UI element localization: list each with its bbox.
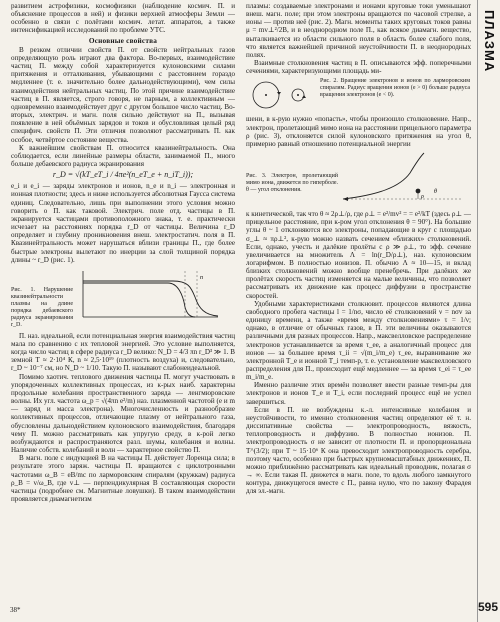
figure-3 [246, 151, 471, 207]
paragraph: П. наз. идеальной, если потенциальная энергия взаимодействия частиц мала по сравнению с их тепловой энергией. Это условие выполняется, когда число частиц в сфере радиуса r_D велико: N_D = 4/3 πn r_D³ ≫ 1. В земной Т ≈ 2·10⁴ К, n ≈ 2,5·10¹⁹ (плотность воздуха) и, следовательно, r_D ~ 10⁻⁷ см, но N_D ~ 1/10. Такую П. называют слабонеидеальной. [11, 331, 235, 373]
paragraph: Взаимные столкновения частиц в П. описываются эфф. поперечными сечениями, характеризующими площадь ми- [246, 59, 471, 76]
paragraph: Помимо хаотич. теплового движения частицы П. могут участвовать в упорядоченных коллективных процессах, из к-рых наиб. характерны продольные колебания пространственного заряда — ленгмюровские волны. Их угл. частота ω_p = √(4πn e²/m) наз. плазменной частотой (e и m — заряд и масса электрона). Многочисленность и разнообразие коллективных процессов, отличающие плазму от нейтрального газа, обусловлены дальнодействием кулоновского взаимодействия, благодаря чему П. можно рассматривать как упругую среду, в к-рой легко возбуждаются и распространяются разл. шумы, колебания и волны. Наличие собств. колебаний и волн — характерное свойство П. [11, 372, 235, 455]
footer-mark: 38* [10, 606, 21, 614]
svg-text:θ: θ [434, 189, 437, 196]
left-column [11, 2, 235, 503]
paragraph: К важнейшим свойствам П. относится квазинейтральность. Она соблюдается, если линейные размеры области, занимаемой П., много больше дебаевского радиуса экранирования [11, 143, 235, 168]
right-column [246, 2, 471, 496]
paragraph: В магн. поле с индукцией B на частицы П. действует Лоренца сила; в результате этого заряж. частицы П. вращаются с циклотронными частотами ω_B = eB/mc по ларморовским спиралям (кружкам) радиуса ρ_B = v/ω_B, где v⊥ — перпендикулярная B составляющая скорости частицы (подробнее см. Магнитные ловушки). В таком взаимодействии проявляется диамагнетизм [11, 454, 235, 503]
figure-3-caption: Рис. 3. Электрон, пролетающий мимо иона, движется по гиперболе. θ — угол отклонения. [246, 173, 338, 194]
paragraph: к кинетической, так что θ ≈ 2ρ⊥/ρ, где ρ⊥ = e²/mv² = = e²/kT (здесь ρ⊥ — прицельное расстояние, при к-ром угол отклонения θ = 90°). На большие углы θ ~ 1 отклоняются все электроны, попадающие в круг с площадью σ_⊥ ≈ πρ⊥², к-рую можно назвать сечением «близких» столкновений. Если, однако, учесть и далёкие пролёты с ρ ≫ ρ⊥, то эфф. сечение увеличивается на множитель Λ = ln(r_D/ρ⊥), наз. кулоновским логарифмом. В полностью ионизов. П. обычно Λ ≈ 10—15, и вклад близких столкновений можно вообще пренебречь. При далёких же пролётах скорость частиц изменяется на малые величины, что позволяет рассматривать их движение как процесс диффузии в пространстве скоростей. [246, 210, 471, 300]
figure-2-caption: Рис. 2. Вращение электронов и ионов по ларморовским спиралям. Радиус вращения ионов (e > 0) больше радиуса вращения электронов (e < 0). [320, 78, 470, 99]
debye-formula: r_D = √(kT_eT_i / 4πe²(n_eT_e + n_iT_i)); [52, 170, 194, 180]
page-number: 595 [477, 600, 498, 614]
figure-1-plot [73, 267, 223, 325]
paragraph: e_i и e_i — заряды электронов и ионов, n_e и n_i — электронная и ионная плотности; здесь и ниже используется абсолютная Гаусса система единиц. Следовательно, лишь при выполнении этого условия можно говорить о П. как таковой. Электрич. поле отд. частицы в П. экранируется частицами противоположного знака, т. е. практически исчезает на расстояниях порядка r_D от частицы. Величина r_D определяет и глубину проникновения внеш. электростатич. поля в П. Квазинейтральность может нарушаться вблизи границы П., где более быстрые электроны вылетают по инерции за слой толщиной порядка длины ~ r_D (рис. 1). [11, 182, 235, 264]
figure-2 [246, 78, 471, 112]
paragraph: Удобными характеристиками столкновит. процессов являются длина свободного пробега частицы l = 1/nσ, число её столкновений ν = nσv за единицу времени, а также «время между столкновениями» τ = 1/ν; однако, в отличие от обычных газов, в П. эти величины оказываются различными для разных процессов. Напр., максвелловское распределение электронов устанавливается за время τ_ee, а аналогичный процесс для ионов — за большее время τ_ii = √(m_i/m_e) τ_ee, выравнивание же электронной T_e и ионной T_i темп-р, т. е. установление максвелловского распределения для П., происходит ещё медленнее — за время τ_ei = τ_ee m_i/m_e. [246, 299, 471, 382]
figure-2-plot [246, 78, 316, 112]
paragraph: развитием астрофизики, космофизики (наблюдение космич. П. и объяснение процессов в ней) и физики верхней атмосферы Земли — особенно в связи с полётами космич. летат. аппаратов, а также интенсификацией исследований по проблеме УТС. [11, 2, 235, 35]
page-sidebar [477, 0, 500, 622]
figure-1 [11, 267, 235, 329]
svg-text:n: n [200, 274, 203, 281]
paragraph: шени, в к-рую нужно «попасть», чтобы произошло столкновение. Напр., электрон, пролетающий мимо иона на расстоянии прицельного параметра ρ (рис. 3), отклоняется силой кулоновского притяжения на угол θ, примерно равный отношению потенциальной энергии [246, 115, 471, 148]
paragraph: В резком отличии свойств П. от свойств нейтральных газов определяющую роль играют два фактора. Во-первых, взаимодействие частиц П. между собой характеризуется кулоновскими силами притяжения и отталкивания, убывающими с расстоянием гораздо медленнее (т. е. значительно более дальнодействующими), чем силы взаимодействия нейтральных частиц. По этой причине взаимодействие частиц в П. является, строго говоря, не парным, а коллективным — одновременно взаимодействует друг с другом большое число частиц. Во-вторых, электрич. и магн. поля сильно действуют на П., вызывая появление в ней объёмных зарядов и токов и обусловливая целый ряд специфич. свойств П. Эти отличия позволяют рассматривать П. как особое, четвёртое состояние вещества. [11, 45, 235, 144]
paragraph: Если в П. не возбуждены к.-л. интенсивные колебания и неустойчивости, то именно столкновения частиц определяют её т. н. диссипативные свойства — электропроводность, вязкость, теплопроводность и диффузию. В полностью ионизов. П. электропроводность σ не зависит от плотности П. и пропорциональна T^(3/2); при T ~ 15·10⁶ К она превосходит электропроводность серебра, поэтому часто, особенно при быстрых крупномасштабных движениях, П. можно приближённо рассматривать как идеальный проводник, полагая σ → ∞. Если такая П. движется в магн. поле, то вдоль любого замкнутого контура, движущегося вместе с П., равна нулю, что по закону Фарадея для эл.-магн. [246, 405, 471, 496]
figure-3-plot [338, 151, 468, 207]
section-heading: Основные свойства [88, 35, 158, 45]
paragraph: плазмы: создаваемые электронами и ионами круговые токи уменьшают внеш. магн. поле; при этом электроны вращаются по часовой стрелке, а ионы — против неё (рис. 2). Магн. моменты таких круговых токов равны μ = mv⊥²/2B, и в неоднородном поле П., как всякое диамагн. вещество, выталкивается из области сильного поля в область более слабого поля, что является важнейшей причиной неустойчивости П. в неоднородных полях. [246, 2, 471, 59]
figure-1-caption: Рис. 1. Нарушение квазинейтральности плазмы на длине порядка дебаевского радиуса экранирования r_D. [11, 286, 73, 328]
svg-text:ρ: ρ [421, 194, 424, 201]
paragraph: Именно различие этих времён позволяет ввести разные темп-ры для электронов и ионов T_e и T_i, если последний процесс ещё не успел завершиться. [246, 381, 471, 406]
running-head: ПЛАЗМА [482, 10, 497, 73]
